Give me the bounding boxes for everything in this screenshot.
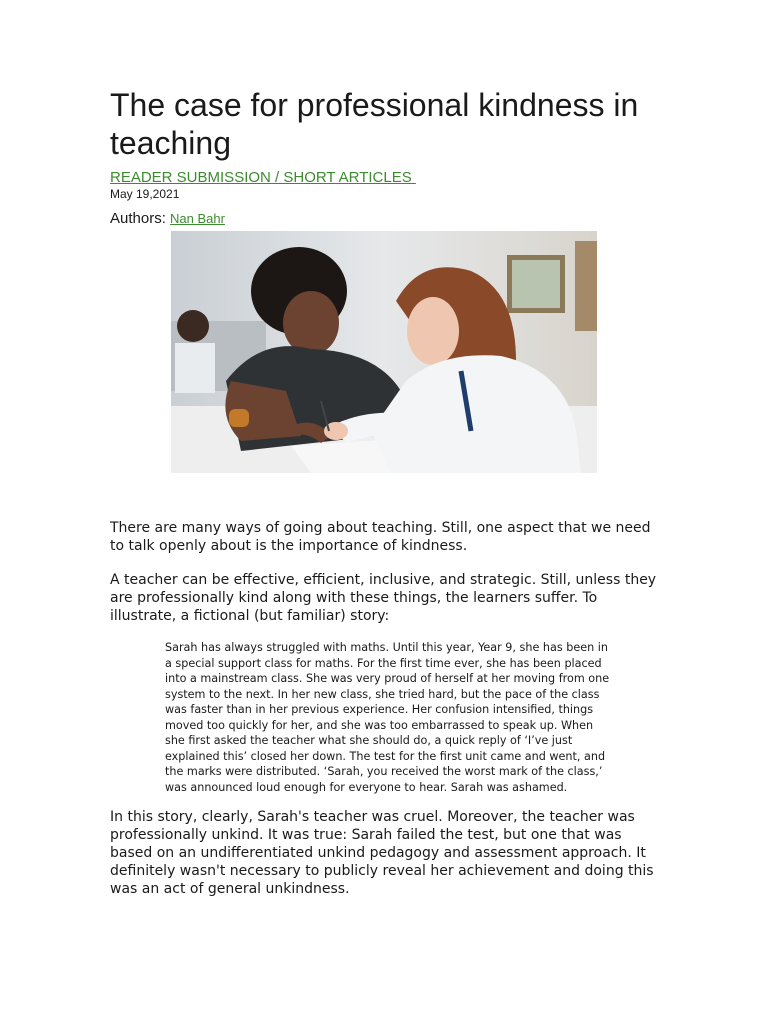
category-link[interactable]: READER SUBMISSION / SHORT ARTICLES: [110, 169, 416, 186]
paragraph-2: A teacher can be effective, efficient, inclusive, and strategic. Still, unless they are professionally kind along with these things, the learners suffer. To illustrate, a fictional (but familiar) story:: [110, 572, 657, 624]
paragraph-3: In this story, clearly, Sarah's teacher was cruel. Moreover, the teacher was professionally unkind. It was true: Sarah failed the test, but one that was based on an undifferentiated unkind pedagogy and assessment approach. It definitely wasn't necessary to publicly reveal her achievement and doing this was an act of general unkindness.: [110, 809, 654, 897]
author-link[interactable]: Nan Bahr: [170, 211, 225, 226]
paragraph-1: There are many ways of going about teaching. Still, one aspect that we need to talk openly about is the importance of kindness.: [110, 520, 651, 554]
article-title: The case for professional kindness in teaching: [110, 87, 639, 161]
authors-label: Authors:: [110, 210, 166, 227]
article-photo: [171, 231, 597, 473]
publish-date: May 19,2021: [110, 187, 180, 201]
story-quote: Sarah has always struggled with maths. Until this year, Year 9, she has been in a special support class for maths. For the first time ever, she has been placed into a mainstream class. She was very proud of herself at her moving from one system to the next. In her new class, she tried hard, but the pace of the class was faster than in her previous experience. Her confusion intensified, things moved too quickly for her, and she was too embarrassed to speak up. When she first asked the teacher what she should do, a quick reply of ‘I’ve just explained this’ closed her down. The test for the first unit came and went, and the marks were distributed. ‘Sarah, you received the worst mark of the class,’ was announced loud enough for everyone to hear. Sarah was ashamed.: [165, 641, 610, 794]
authors-line: [110, 210, 225, 227]
